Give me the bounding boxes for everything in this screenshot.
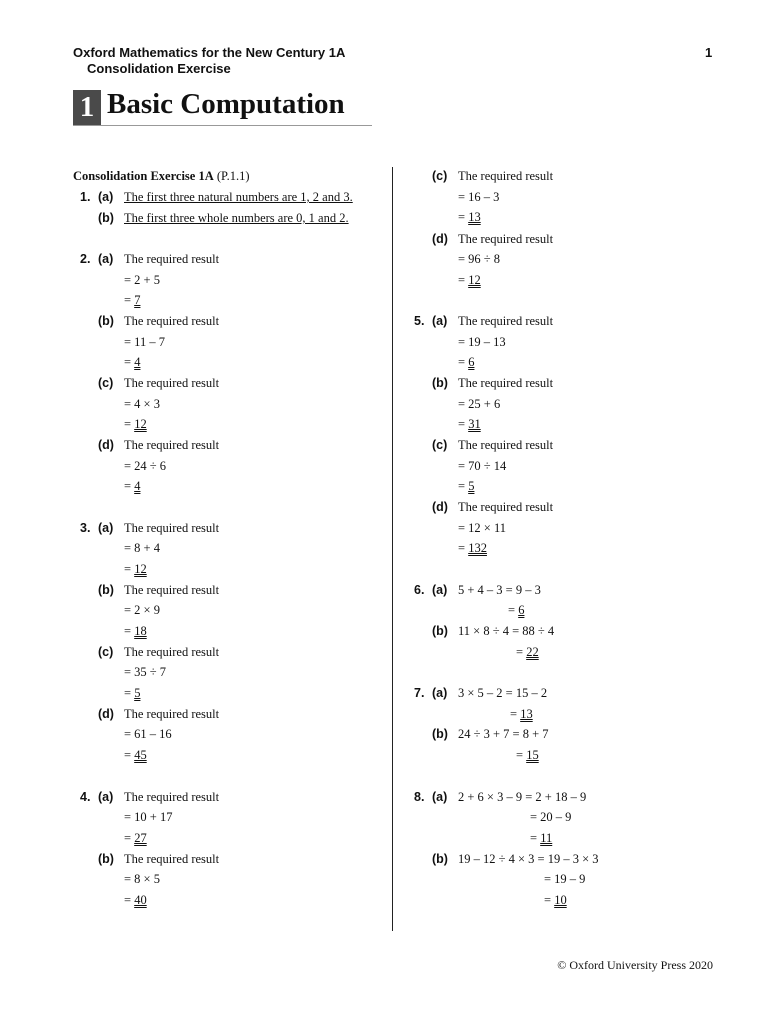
q8a-line1: 2 + 6 × 3 – 9 = 2 + 18 – 9	[458, 790, 587, 804]
q5c-answer-line	[458, 479, 474, 494]
q2b-intro: The required result	[124, 314, 220, 328]
q3-number: 3.	[80, 521, 91, 535]
q2d-intro: The required result	[124, 438, 220, 452]
q5a-expr: = 19 – 13	[458, 335, 506, 349]
q6a-answer-line	[508, 603, 524, 618]
q7b-label: (b)	[432, 727, 448, 741]
q6b-answer-line	[516, 645, 539, 660]
q8b-answer-line	[544, 893, 567, 908]
q4c-answer: 13	[468, 210, 481, 224]
q3a-expr: = 8 + 4	[124, 541, 160, 555]
q3d-answer-line	[124, 748, 147, 763]
q6-number: 6.	[414, 583, 425, 597]
q8-number: 8.	[414, 790, 425, 804]
q4c-answer-line	[458, 210, 481, 225]
q3c-answer: 5	[134, 686, 141, 700]
q5b-expr: = 25 + 6	[458, 397, 501, 411]
q5c-expr: = 70 ÷ 14	[458, 459, 507, 473]
q2d-label: (d)	[98, 438, 114, 452]
q7-number: 7.	[414, 686, 425, 700]
q4d-label: (d)	[432, 232, 448, 246]
q4a-intro: The required result	[124, 790, 220, 804]
column-divider	[392, 167, 393, 931]
q5a-eq: =	[458, 355, 469, 369]
q5c-intro: The required result	[458, 438, 554, 452]
q3d-label: (d)	[98, 707, 114, 721]
q3d-answer: 45	[134, 748, 147, 762]
q3c-intro: The required result	[124, 645, 220, 659]
q3b-eq: =	[124, 624, 135, 638]
q7a-eq: =	[510, 707, 521, 721]
section-ref: (P.1.1)	[216, 169, 250, 183]
q3d-intro: The required result	[124, 707, 220, 721]
q2a-eq: =	[124, 293, 135, 307]
q4b-eq: =	[124, 893, 135, 907]
q2a-answer-line	[124, 293, 140, 308]
q8a-label: (a)	[432, 790, 448, 804]
q3b-expr: = 2 × 9	[124, 603, 160, 617]
q7b-answer-line	[516, 748, 539, 763]
q3d-expr: = 61 – 16	[124, 727, 172, 741]
chapter-title: Basic Computation	[107, 88, 345, 120]
q7b-answer: 15	[526, 748, 539, 762]
q8b-label: (b)	[432, 852, 448, 866]
q2d-eq: =	[124, 479, 135, 493]
q8a-answer: 11	[540, 831, 553, 845]
q2a-intro: The required result	[124, 252, 220, 266]
q2c-answer-line	[124, 417, 147, 432]
q4d-eq: =	[458, 273, 469, 287]
section-title: Consolidation Exercise 1A	[73, 169, 214, 183]
q2c-label: (c)	[98, 376, 114, 390]
q3a-label: (a)	[98, 521, 114, 535]
q7a-answer: 13	[520, 707, 533, 721]
q4a-eq: =	[124, 831, 135, 845]
q3c-expr: = 35 ÷ 7	[124, 665, 167, 679]
q2b-eq: =	[124, 355, 135, 369]
q5a-answer-line	[458, 355, 474, 370]
q2b-expr: = 11 – 7	[124, 335, 165, 349]
q7a-answer-line	[510, 707, 533, 722]
q5c-label: (c)	[432, 438, 448, 452]
q2d-answer: 4	[134, 479, 141, 493]
q2a-label: (a)	[98, 252, 114, 266]
q8b-line1: 19 – 12 ÷ 4 × 3 = 19 – 3 × 3	[458, 852, 599, 866]
q4b-answer: 40	[134, 893, 147, 907]
q8b-eq: =	[544, 893, 555, 907]
title-underline	[73, 125, 372, 126]
q4c-eq: =	[458, 210, 469, 224]
q6a-line1: 5 + 4 – 3 = 9 – 3	[458, 583, 541, 597]
q1b-text: The first three whole numbers are 0, 1 and 2.	[124, 211, 349, 225]
q2c-answer: 12	[134, 417, 147, 431]
q5d-eq: =	[458, 541, 469, 555]
q4c-intro: The required result	[458, 169, 554, 183]
q5a-answer: 6	[468, 355, 475, 369]
q2b-answer-line	[124, 355, 140, 370]
q8b-line2: = 19 – 9	[544, 872, 586, 886]
q4a-answer-line	[124, 831, 147, 846]
q4c-label: (c)	[432, 169, 448, 183]
q4d-answer: 12	[468, 273, 481, 287]
q7a-label: (a)	[432, 686, 448, 700]
q5b-answer-line	[458, 417, 481, 432]
q5a-label: (a)	[432, 314, 448, 328]
q5d-label: (d)	[432, 500, 448, 514]
q6a-answer: 6	[518, 603, 525, 617]
copyright-footer: © Oxford University Press 2020	[557, 958, 713, 972]
q6a-label: (a)	[432, 583, 448, 597]
chapter-number-badge: 1	[73, 90, 101, 125]
q2b-label: (b)	[98, 314, 114, 328]
q3a-eq: =	[124, 562, 135, 576]
q7b-line1: 24 ÷ 3 + 7 = 8 + 7	[458, 727, 549, 741]
q1b-label: (b)	[98, 211, 114, 225]
q2c-intro: The required result	[124, 376, 220, 390]
q2c-eq: =	[124, 417, 135, 431]
q6b-line1: 11 × 8 ÷ 4 = 88 ÷ 4	[458, 624, 555, 638]
q4c-expr: = 16 – 3	[458, 190, 500, 204]
q6b-label: (b)	[432, 624, 448, 638]
q2d-answer-line	[124, 479, 140, 494]
q8a-answer-line	[530, 831, 552, 846]
q4b-intro: The required result	[124, 852, 220, 866]
q3a-answer: 12	[134, 562, 147, 576]
q5b-answer: 31	[468, 417, 481, 431]
q4d-answer-line	[458, 273, 481, 288]
book-title: Oxford Mathematics for the New Century 1A	[73, 45, 346, 60]
q1a-label: (a)	[98, 190, 114, 204]
q2a-answer: 7	[134, 293, 141, 307]
q4a-expr: = 10 + 17	[124, 810, 173, 824]
q5a-intro: The required result	[458, 314, 554, 328]
q2d-expr: = 24 ÷ 6	[124, 459, 167, 473]
q5d-answer-line	[458, 541, 487, 556]
q8a-line2: = 20 – 9	[530, 810, 572, 824]
page-number: 1	[705, 45, 713, 60]
q4b-answer-line	[124, 893, 147, 908]
q3d-eq: =	[124, 748, 135, 762]
q3b-label: (b)	[98, 583, 114, 597]
q4d-intro: The required result	[458, 232, 554, 246]
q5c-eq: =	[458, 479, 469, 493]
q3b-answer: 18	[134, 624, 147, 638]
q5b-intro: The required result	[458, 376, 554, 390]
q2a-expr: = 2 + 5	[124, 273, 160, 287]
q4a-answer: 27	[134, 831, 147, 845]
q6b-answer: 22	[526, 645, 539, 659]
q6b-eq: =	[516, 645, 527, 659]
q3b-answer-line	[124, 624, 147, 639]
section-heading	[73, 169, 250, 184]
q2-number: 2.	[80, 252, 91, 266]
q4a-label: (a)	[98, 790, 114, 804]
q1-number: 1.	[80, 190, 91, 204]
q4d-expr: = 96 ÷ 8	[458, 252, 501, 266]
q3b-intro: The required result	[124, 583, 220, 597]
q4b-label: (b)	[98, 852, 114, 866]
q8a-eq: =	[530, 831, 541, 845]
q4-number: 4.	[80, 790, 91, 804]
q3c-eq: =	[124, 686, 135, 700]
q1a-text: The first three natural numbers are 1, 2 and 3.	[124, 190, 353, 204]
q5b-label: (b)	[432, 376, 448, 390]
q4b-expr: = 8 × 5	[124, 872, 160, 886]
q7b-eq: =	[516, 748, 527, 762]
q8b-answer: 10	[554, 893, 567, 907]
q6a-eq: =	[508, 603, 519, 617]
q5-number: 5.	[414, 314, 425, 328]
q5d-answer: 132	[468, 541, 487, 555]
q2b-answer: 4	[134, 355, 141, 369]
q7a-line1: 3 × 5 – 2 = 15 – 2	[458, 686, 548, 700]
q5c-answer: 5	[468, 479, 475, 493]
q3a-intro: The required result	[124, 521, 220, 535]
q5d-expr: = 12 × 11	[458, 521, 507, 535]
q2c-expr: = 4 × 3	[124, 397, 160, 411]
q3c-label: (c)	[98, 645, 114, 659]
q5d-intro: The required result	[458, 500, 554, 514]
q3a-answer-line	[124, 562, 147, 577]
q5b-eq: =	[458, 417, 469, 431]
book-subtitle: Consolidation Exercise	[87, 61, 231, 76]
q3c-answer-line	[124, 686, 140, 701]
